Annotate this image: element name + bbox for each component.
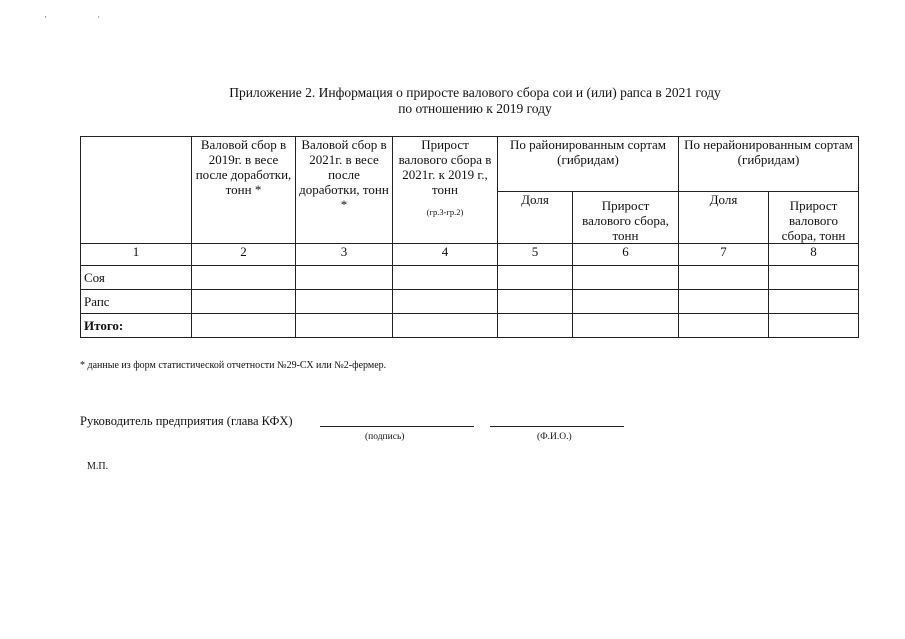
name-caption: (Ф.И.О.) (537, 432, 572, 442)
header-unzoned-growth: Прирост валового сбора, тонн (769, 192, 859, 244)
header-col-4-note: (гр.3-гр.2) (426, 207, 464, 217)
col-number: 6 (573, 244, 679, 266)
table-cell[interactable] (769, 266, 859, 290)
scan-marks: · · (44, 12, 125, 22)
table-cell[interactable] (192, 314, 296, 338)
column-numbers-row (81, 244, 859, 266)
table-cell[interactable] (573, 266, 679, 290)
signature-label: Руководитель предприятия (глава КФХ) (80, 414, 293, 428)
col-number: 8 (769, 244, 859, 266)
header-blank (81, 137, 192, 244)
col-number: 2 (192, 244, 296, 266)
row-label-total: Итого: (81, 314, 192, 338)
table-cell[interactable] (498, 314, 573, 338)
signature-line[interactable] (320, 426, 474, 427)
col-number: 5 (498, 244, 573, 266)
table-cell[interactable] (296, 314, 393, 338)
table-row-soy (81, 266, 859, 290)
table-cell[interactable] (679, 290, 769, 314)
header-col-4 (393, 137, 498, 244)
col-number: 7 (679, 244, 769, 266)
table-cell[interactable] (573, 290, 679, 314)
table-cell[interactable] (296, 266, 393, 290)
header-col-4-text: Прирост валового сбора в 2021г. к 2019 г., тонн (398, 137, 492, 197)
growth-table (80, 136, 859, 338)
header-col-2: Валовой сбор в 2019г. в весе после доработки, тонн * (192, 137, 296, 244)
table-cell[interactable] (296, 290, 393, 314)
document-title (150, 85, 800, 117)
table-cell[interactable] (769, 290, 859, 314)
table-cell[interactable] (498, 266, 573, 290)
col-number: 3 (296, 244, 393, 266)
stamp-place: М.П. (87, 461, 109, 472)
table-cell[interactable] (679, 314, 769, 338)
col-number: 1 (81, 244, 192, 266)
row-label-soy: Соя (81, 266, 192, 290)
header-zoned-share: Доля (498, 192, 573, 244)
table-cell[interactable] (393, 266, 498, 290)
header-col-3: Валовой сбор в 2021г. в весе после доработки, тонн * (296, 137, 393, 244)
table-cell[interactable] (192, 266, 296, 290)
table-cell[interactable] (573, 314, 679, 338)
header-zoned: По районированным сортам (гибридам) (498, 137, 679, 192)
table-row-rapeseed (81, 290, 859, 314)
footnote: * данные из форм статистической отчетности №29-СХ или №2-фермер. (80, 360, 387, 371)
table-row-total (81, 314, 859, 338)
row-label-rapeseed: Рапс (81, 290, 192, 314)
table-cell[interactable] (498, 290, 573, 314)
header-unzoned-share: Доля (679, 192, 769, 244)
signature-caption: (подпись) (365, 432, 405, 442)
header-zoned-growth: Прирост валового сбора, тонн (573, 192, 679, 244)
table-cell[interactable] (393, 314, 498, 338)
table-cell[interactable] (192, 290, 296, 314)
table-cell[interactable] (769, 314, 859, 338)
name-line[interactable] (490, 426, 624, 427)
table-cell[interactable] (393, 290, 498, 314)
table-cell[interactable] (679, 266, 769, 290)
title-line-2: по отношению к 2019 году (398, 101, 552, 116)
title-line-1: Приложение 2. Информация о приросте валового сбора сои и (или) рапса в 2021 году (229, 85, 721, 100)
col-number: 4 (393, 244, 498, 266)
header-unzoned: По нерайонированным сортам (гибридам) (679, 137, 859, 192)
